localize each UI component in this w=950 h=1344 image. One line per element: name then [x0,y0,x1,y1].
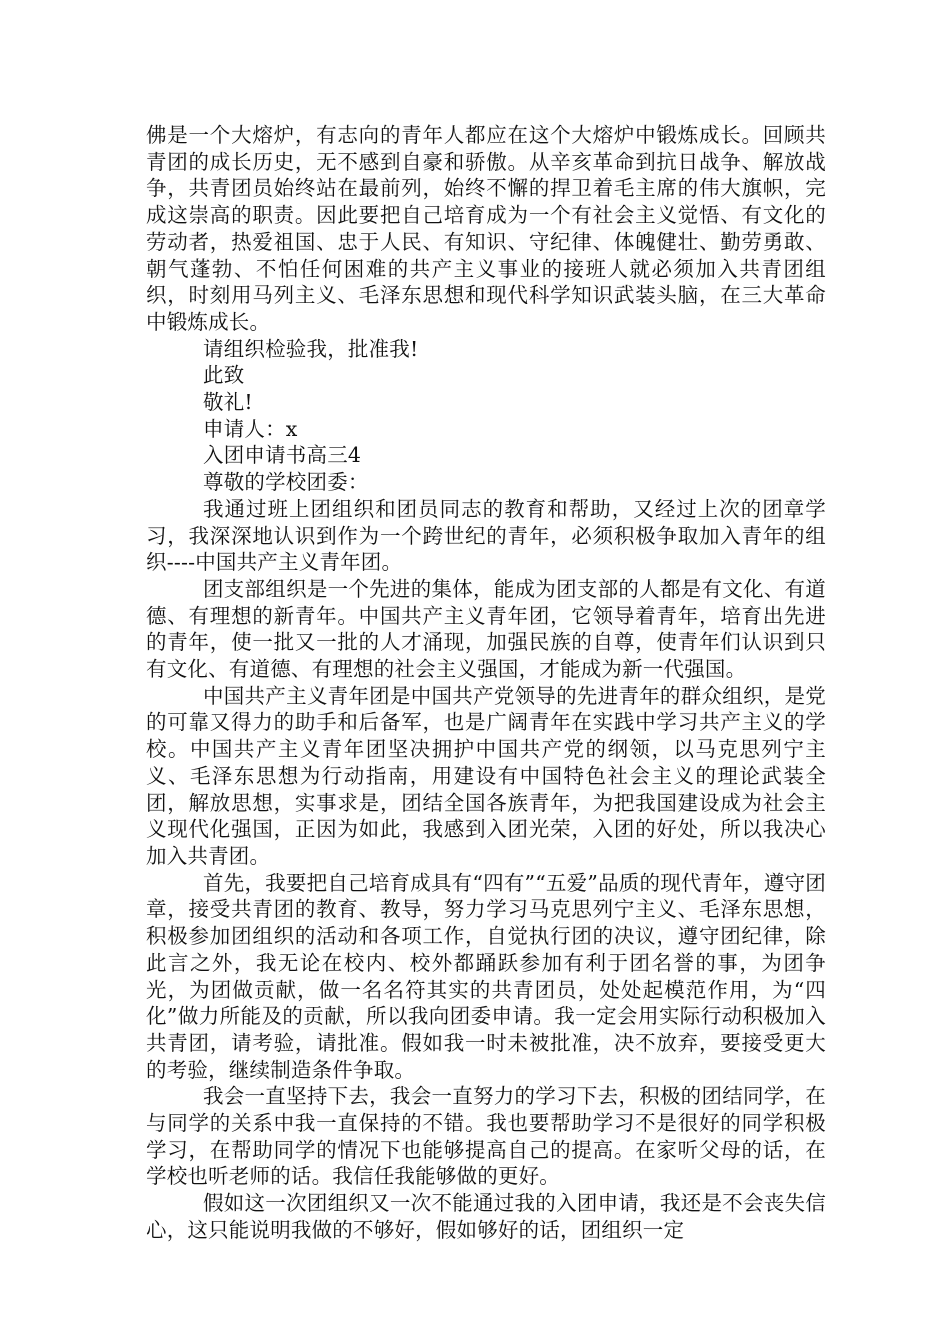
closing-salutation: 此致 [203,363,245,388]
letter-greeting: 尊敬的学校团委： [203,470,369,495]
paragraph: 我通过班上团组织和团员同志的教育和帮助，又经过上次的团章学习，我深深地认识到作为一个跨世纪的青年，必须积极争取加入青年的组织----中国共产主义青年团。 [146,496,826,575]
paragraph: 佛是一个大熔炉，有志向的青年人都应在这个大熔炉中锻炼成长。回顾共青团的成长历史，无不感到自豪和骄傲。从辛亥革命到抗日战争、解放战争，共青团员始终站在最前列，始终不懈的捍卫着毛主席的伟大旗帜，完成这崇高的职责。因此要把自己培育成为一个有社会主义觉悟、有文化的劳动者，热爱祖国、忠于人民、有知识、守纪律、体魄健壮、勤劳勇敢、朝气蓬勃、不怕任何困难的共产主义事业的接班人就必须加入共青团组织，时刻用马列主义、毛泽东思想和现代科学知识武装头脑，在三大革命中锻炼成长。 [146,123,826,334]
section-title: 入团申请书高三4 [203,443,362,468]
document-body [146,122,826,1244]
paragraph: 请组织检验我，批准我! [203,336,419,361]
applicant-signature: 申请人：x [203,416,298,441]
paragraph: 首先，我要把自己培育成具有“四有”“五爱”品质的现代青年，遵守团章，接受共青团的教育、教导，努力学习马克思列宁主义、毛泽东思想，积极参加团组织的活动和各项工作，自觉执行团的决议，遵守团纪律，除此言之外，我无论在校内、校外都踊跃参加有利于团名誉的事，为团争光，为团做贡献，做一名名符其实的共青团员，处处起模范作用，为“四化”做力所能及的贡献，所以我向团委申请。我一定会用实际行动积极加入共青团，请考验，请批准。假如我一时未被批准，决不放弃，要接受更大的考验，继续制造条件争取。 [146,870,826,1082]
paragraph: 中国共产主义青年团是中国共产党领导的先进青年的群众组织，是党的可靠又得力的助手和后备军，也是广阔青年在实践中学习共产主义的学校。中国共产主义青年团坚决拥护中国共产党的纲领，以马克思列宁主义、毛泽东思想为行动指南，用建设有中国特色社会主义的理论武装全团，解放思想，实事求是，团结全国各族青年，为把我国建设成为社会主义现代化强国，正因为如此，我感到入团光荣，入团的好处，所以我决心加入共青团。 [146,683,826,868]
paragraph: 我会一直坚持下去，我会一直努力的学习下去，积极的团结同学，在与同学的关系中我一直保持的不错。我也要帮助学习不是很好的同学积极学习，在帮助同学的情况下也能够提高自己的提高。在家听父母的话，在学校也听老师的话。我信任我能够做的更好。 [146,1084,826,1189]
closing-regards: 敬礼! [203,390,253,415]
paragraph: 假如这一次团组织又一次不能通过我的入团申请，我还是不会丧失信心，这只能说明我做的不够好，假如够好的话，团组织一定 [146,1191,826,1242]
paragraph: 团支部组织是一个先进的集体，能成为团支部的人都是有文化、有道德、有理想的新青年。中国共产主义青年团，它领导着青年，培育出先进的青年，使一批又一批的人才涌现，加强民族的自尊，使青年们认识到只有文化、有道德、有理想的社会主义强国，才能成为新一代强国。 [146,576,826,682]
